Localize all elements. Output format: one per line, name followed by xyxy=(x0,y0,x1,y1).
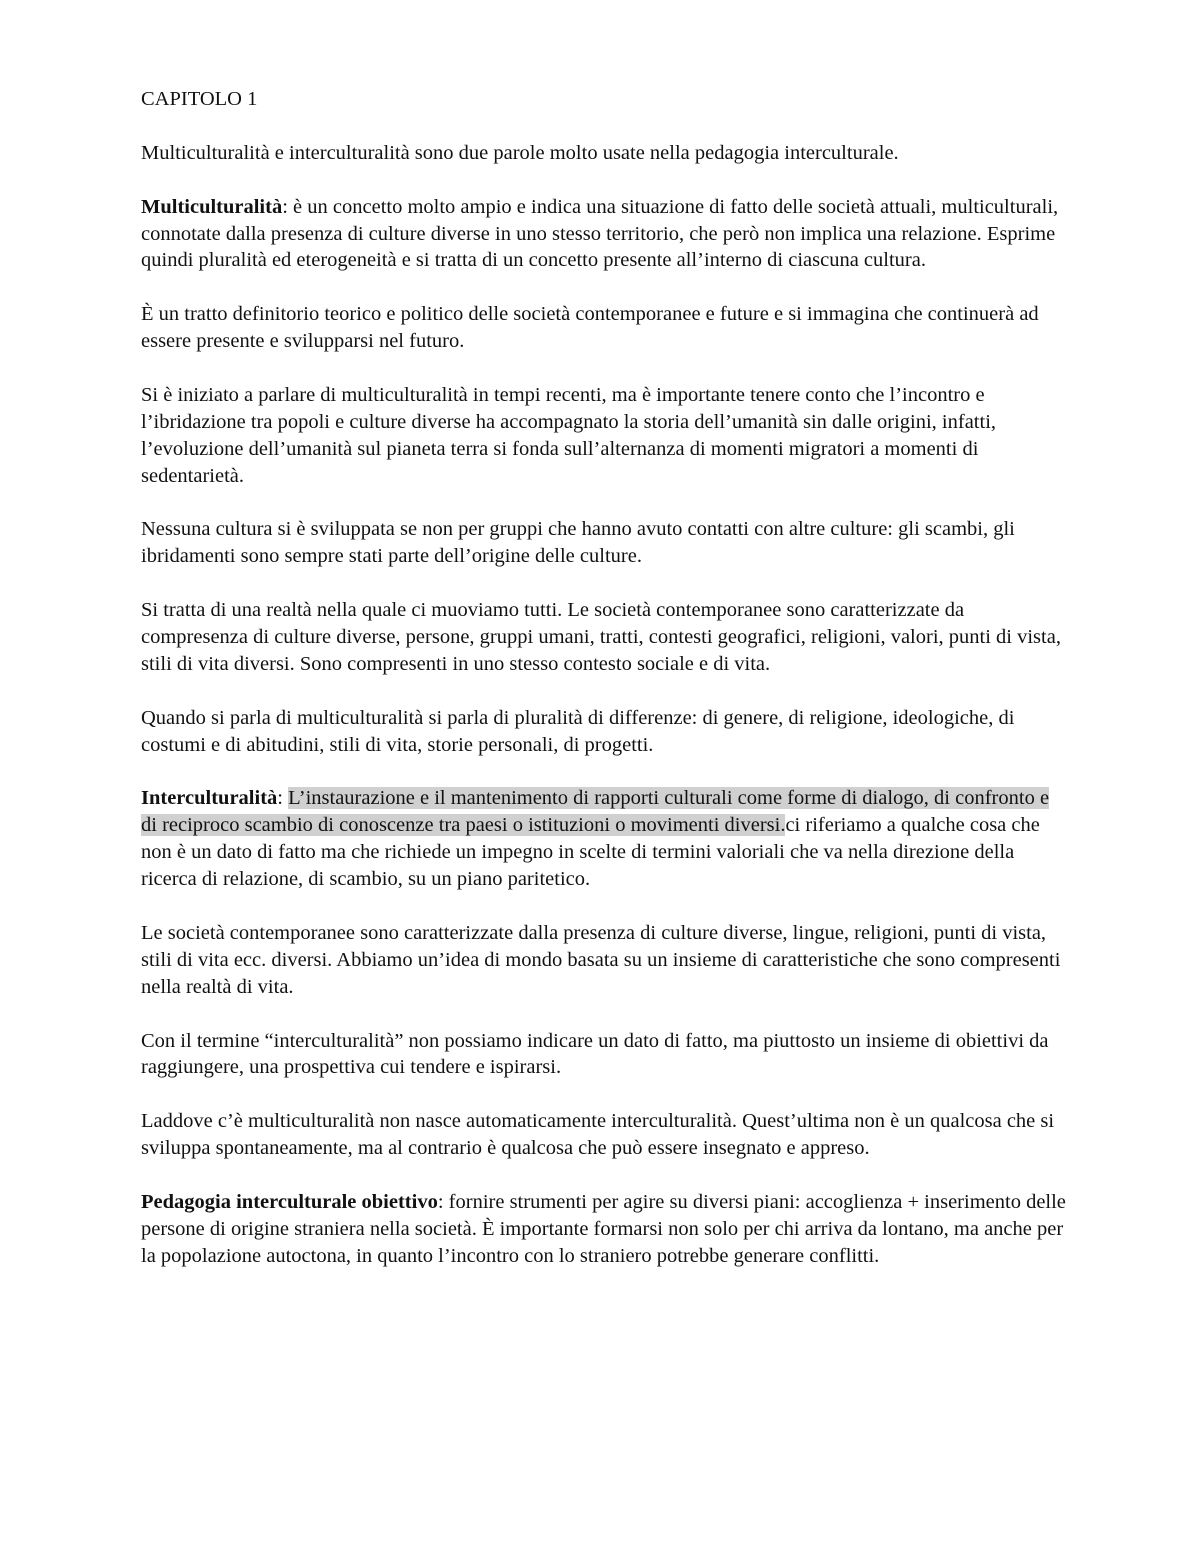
multiculturalita-definition: è un concetto molto ampio e indica una situazione di fatto delle società attuali, multiculturali, connotate dalla presenza di culture diverse in uno stesso territorio, che però non implica una relazione. Esprime quindi pluralità ed eterogeneità e si tratta di un concetto presente all’interno di ciascuna cultura. xyxy=(141,195,1059,272)
laddove-paragraph: Laddove c’è multiculturalità non nasce automaticamente interculturalità. Quest’ultima non è un qualcosa che si sviluppa spontaneamente, ma al contrario è qualcosa che può essere insegnato e appreso. xyxy=(141,1110,1055,1160)
intro-paragraph: Multiculturalità e interculturalità sono due parole molto usate nella pedagogia interculturale. xyxy=(141,141,899,164)
interculturalita-rest: ci riferiamo a qualche cosa che non è un dato di fatto ma che richiede un impegno in scelte di termini valoriali che va nella direzione della ricerca di relazione, di scambio, su un piano paritetico. xyxy=(141,814,1040,891)
document-body xyxy=(141,86,1066,1297)
pedagogia-definition: fornire strumenti per agire su diversi piani: accoglienza + inserimento delle persone di origine straniera nella società. È importante formarsi non solo per chi arriva da lontano, ma anche per la popolazione autoctona, in quanto l’incontro con lo straniero potrebbe generare conflitti. xyxy=(141,1190,1066,1267)
multiculturalita-paragraph xyxy=(141,194,1066,275)
tratto-paragraph: È un tratto definitorio teorico e politico delle società contemporanee e future e si immagina che continuerà ad essere presente e svilupparsi nel futuro. xyxy=(141,303,1039,353)
nessuna-paragraph: Nessuna cultura si è sviluppata se non per gruppi che hanno avuto contatti con altre culture: gli scambi, gli ibridamenti sono sempre stati parte dell’origine delle culture. xyxy=(141,518,1015,568)
pedagogia-term: Pedagogia interculturale obiettivo xyxy=(141,1190,438,1213)
interculturalita-separator: : xyxy=(277,787,289,810)
quando-paragraph: Quando si parla di multiculturalità si parla di pluralità di differenze: di genere, di religione, ideologiche, di costumi e di abitudini, stili di vita, storie personali, di progetti. xyxy=(141,706,1015,756)
multiculturalita-term: Multiculturalità xyxy=(141,195,283,218)
pedagogia-paragraph xyxy=(141,1189,1066,1270)
societa-paragraph: Le società contemporanee sono caratterizzate dalla presenza di culture diverse, lingue, religioni, punti di vista, stili di vita ecc. diversi. Abbiamo un’idea di mondo basata su un insieme di caratteristiche che sono compresenti nella realtà di vita. xyxy=(141,921,1061,998)
highlighted-definition: L’instaurazione e il mantenimento di rapporti culturali come forme di dialogo, di confronto e di reciproco scambio di conoscenze tra paesi o istituzioni o movimenti diversi. xyxy=(141,787,1050,837)
pedagogia-separator: : xyxy=(437,1190,449,1213)
realta-paragraph: Si tratta di una realtà nella quale ci muoviamo tutti. Le società contemporanee sono caratterizzate da compresenza di culture diverse, persone, gruppi umani, tratti, contesti geografici, religioni, valori, punti di vista, stili di vita diversi. Sono compresenti in uno stesso contesto sociale e di vita. xyxy=(141,599,1061,675)
iniziato-paragraph: Si è iniziato a parlare di multiculturalità in tempi recenti, ma è importante tenere conto che l’incontro e l’ibridazione tra popoli e culture diverse ha accompagnato la storia dell’umanità sin dalle origini, infatti, l’evoluzione dell’umanità sul pianeta terra si fonda sull’alternanza di momenti migratori a momenti di sedentarietà. xyxy=(141,383,997,487)
termine-paragraph: Con il termine “interculturalità” non possiamo indicare un dato di fatto, ma piuttosto un insieme di obiettivi da raggiungere, una prospettiva cui tendere e ispirarsi. xyxy=(141,1029,1049,1079)
interculturalita-paragraph xyxy=(141,785,1066,893)
interculturalita-term: Interculturalità xyxy=(141,787,278,810)
chapter-title: CAPITOLO 1 xyxy=(141,88,258,110)
multiculturalita-separator: : xyxy=(282,195,294,218)
